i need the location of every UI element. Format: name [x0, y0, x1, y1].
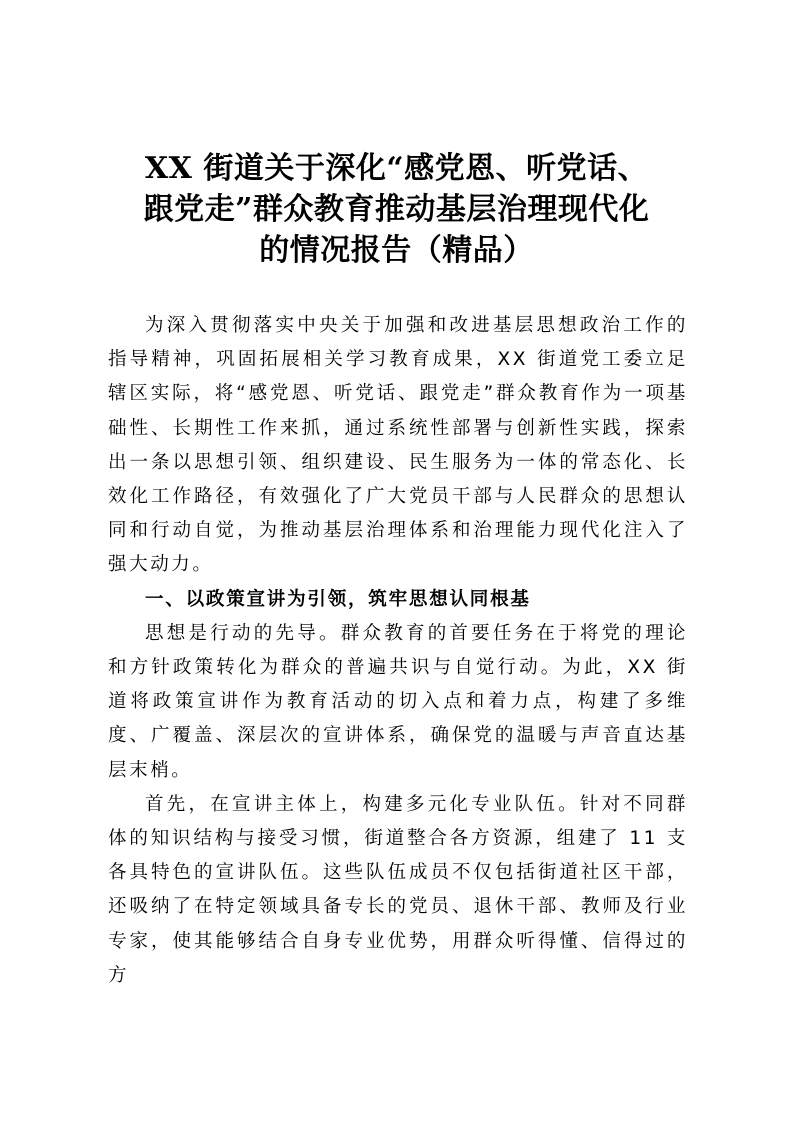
section-1-paragraph-2: 首先，在宣讲主体上，构建多元化专业队伍。针对不同群体的知识结构与接受习惯，街道整合各方资源，组建了 11 支各具特色的宣讲队伍。这些队伍成员不仅包括街道社区干部，还吸纳了在特定领域具备专长的党员、退休干部、教师及行业专家，使其能够结合自身专业优势，用群众听得懂、信得过的方	[108, 793, 688, 986]
document-body	[108, 309, 688, 993]
title-line-1: XX 街道关于深化“感党恩、听党话、	[144, 151, 649, 186]
intro-paragraph: 为深入贯彻落实中央关于加强和改进基层思想政治工作的指导精神，巩固拓展相关学习教育成果，XX 街道党工委立足辖区实际，将“感党恩、听党话、跟党走”群众教育作为一项基础性、长期性工作来抓，通过系统性部署与创新性实践，探索出一条以思想引领、组织建设、民生服务为一体的常态化、长效化工作路径，有效强化了广大党员干部与人民群众的思想认同和行动自觉，为推动基层治理体系和治理能力现代化注入了强大动力。	[108, 315, 688, 576]
document-title	[90, 148, 703, 271]
title-line-2: 跟党走”群众教育推动基层治理现代化	[143, 192, 650, 227]
section-1-paragraph-1: 思想是行动的先导。群众教育的首要任务在于将党的理论和方针政策转化为群众的普遍共识与自觉行动。为此，XX 街道将政策宣讲作为教育活动的切入点和着力点，构建了多维度、广覆盖、深层次的宣讲体系，确保党的温暖与声音直达基层末梢。	[108, 622, 688, 781]
title-line-3: 的情况报告（精品）	[259, 233, 534, 268]
section-heading-1: 一、以政策宣讲为引领，筑牢思想认同根基	[145, 588, 531, 610]
